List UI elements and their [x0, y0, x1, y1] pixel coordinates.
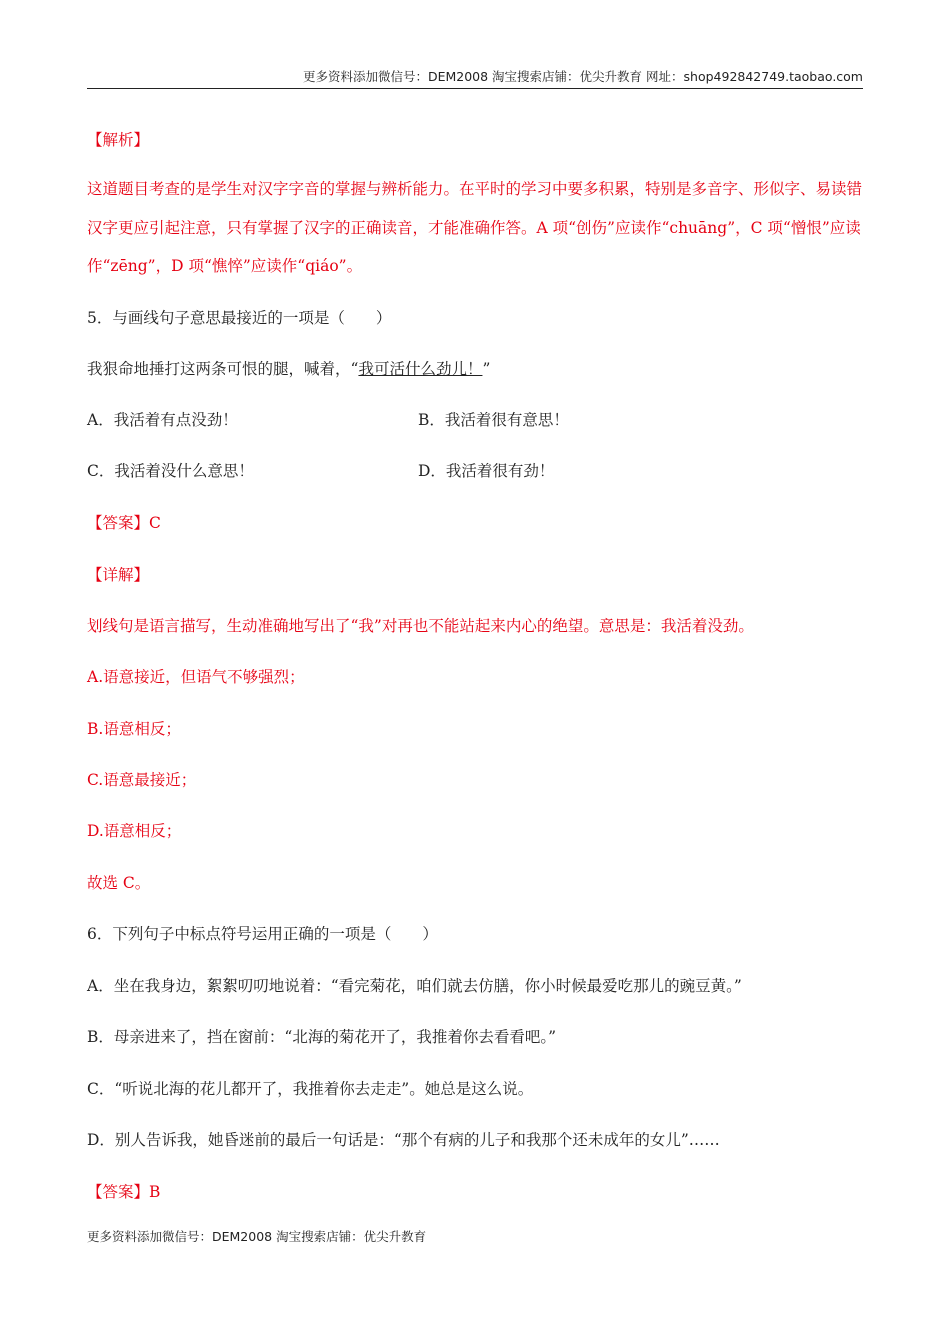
sentence-suffix: ” [482, 360, 491, 378]
question-6-stem: 6．下列句子中标点符号运用正确的一项是（ ） [87, 925, 438, 943]
answer-label: 【答案】 [87, 514, 150, 532]
page-footer: 更多资料添加微信号：DEM2008 淘宝搜索店铺：优尖升教育 [87, 1229, 427, 1244]
q5-detail-line: B.语意相反； [87, 720, 181, 738]
analysis-label: 【解析】 [87, 131, 150, 149]
q5-detail-line: 故选 C。 [87, 874, 151, 892]
q6-option-a: A．坐在我身边，絮絮叨叨地说着：“看完菊花，咱们就去仿膳，你小时候最爱吃那儿的豌豆黄。” [87, 977, 742, 995]
question-5-stem: 5．与画线句子意思最接近的一项是（ ） [87, 309, 392, 327]
question-5-sentence [87, 357, 490, 381]
q5-detail-line: D.语意相反； [87, 822, 182, 840]
q5-detail-label: 【详解】 [87, 566, 150, 584]
q5-detail-line: A.语意接近，但语气不够强烈； [87, 668, 305, 686]
q5-detail-line: C.语意最接近； [87, 771, 197, 789]
q6-option-b: B．母亲进来了，挡在窗前：“北海的菊花开了，我推着你去看看吧。” [87, 1028, 556, 1046]
q6-option-d: D．别人告诉我，她昏迷前的最后一句话是：“那个有病的儿子和我那个还未成年的女儿”…… [87, 1131, 720, 1149]
q5-answer [87, 511, 161, 535]
q6-option-c: C．“听说北海的花儿都开了，我推着你去走走”。她总是这么说。 [87, 1080, 534, 1098]
sentence-prefix: 我狠命地捶打这两条可恨的腿，喊着，“ [87, 360, 359, 378]
q6-answer [87, 1180, 160, 1204]
answer-label: 【答案】 [87, 1183, 150, 1201]
underlined-sentence: 我可活什么劲儿！ [358, 360, 483, 378]
q5-detail-line: 划线句是语言描写，生动准确地写出了“我”对再也不能站起来内心的绝望。意思是：我活着没劲。 [87, 617, 754, 635]
analysis-paragraph: 这道题目考查的是学生对汉字字音的掌握与辨析能力。在平时的学习中要多积累，特别是多音字、形似字、易读错汉字更应引起注意，只有掌握了汉字的正确读音，才能准确作答。A 项“创伤”应读作“chuāng”，C 项“憎恨”应读作“zēng”，D 项“憔悴”应读作“qiáo”。 [87, 180, 863, 275]
page-header: 更多资料添加微信号：DEM2008 淘宝搜索店铺：优尖升教育 网址：shop492842749.taobao.com [87, 66, 863, 89]
q5-option-c: C．我活着没什么意思！ [87, 462, 254, 480]
q5-option-a: A．我活着有点没劲！ [87, 411, 238, 429]
q5-option-b: B．我活着很有意思！ [418, 411, 569, 429]
answer-value: B [149, 1183, 161, 1201]
q5-option-d: D．我活着很有劲！ [418, 462, 555, 480]
answer-value: C [149, 514, 161, 532]
